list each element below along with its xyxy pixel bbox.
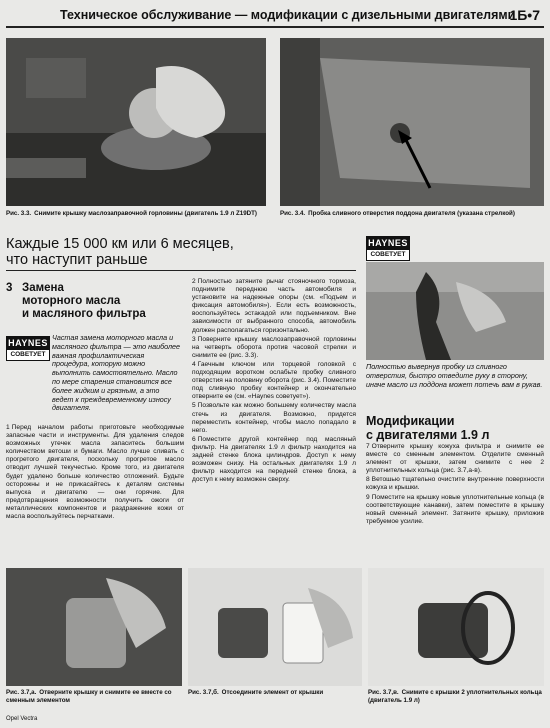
photo-fig-3-7a (6, 568, 182, 686)
paragraph-9: 9 Поместите на крышку новые уплотнительные кольца (в соответствующие канавки), затем поместите в крышку новый сменный элемент. Затяните крышку, приложив требуемое усилие. (366, 493, 544, 525)
paragraph-7: 7 Отверните крышку кожуха фильтра и снимите ее вместе со сменным элементом. Отделите сменный элемент от крышки, затем снимите с нее 2 уплотнительных кольца (рис. 3.7,а-в). (366, 443, 544, 475)
paragraph-3: 3 Поверните крышку маслозаправочной горловины на четверть оборота против часовой стрелки и снимите ее (рис. 3.3). (192, 335, 356, 359)
caption-fig-3-3: Рис. 3.3. Снимите крышку маслозаправочной горловины (двигатель 1.9 л Z19DT) (6, 210, 257, 217)
interval-heading: Каждые 15 000 км или 6 месяцев, что наступит раньше (6, 236, 356, 271)
section-3-heading: 3 Замена моторного масла и масляного фильтра (6, 282, 146, 320)
paragraph-5: 5 Позвольте как можно большему количеству масла стечь из двигателя. Возможно, придется переместить контейнер, чтобы масло попадало в него. (192, 402, 356, 434)
haynes-tip-text-2: Полностью вывернув пробку из сливного отверстия, быстро отведите руку в сторону, иначе масло из поддона может потечь вам в рукав. (366, 362, 543, 389)
haynes-badge-2: HAYNES СОВЕТУЕТ (366, 236, 410, 261)
caption-fig-3-7c: Рис. 3.7,в. Снимите с крышки 2 уплотнительных кольца (двигатель 1.9 л) (368, 689, 542, 704)
photo-fig-3-7b (188, 568, 362, 686)
caption-fig-3-7b: Рис. 3.7,б. Отсоедините элемент от крышки (188, 689, 324, 696)
filter-cap-photo-a (6, 568, 182, 686)
paragraph-8: 8 Ветошью тщательно очистите внутренние поверхности кожуха и крышки. (366, 476, 544, 492)
photo-drain-plug-hand (366, 262, 544, 360)
page-header (6, 4, 544, 28)
text-column-1 (6, 424, 184, 522)
paragraph-4: 4 Гаечным ключом или торцевой головкой с подходящим воротком ослабьте пробку сливного отверстия на половину оборота (рис. 3.4). Поместите под сливную пробку контейнер и окончательно отверните ее (см. «Haynes советует»). (192, 360, 356, 401)
engine-photo-image (6, 38, 266, 206)
text-column-3 (366, 443, 544, 527)
haynes-tip-text-1: Частая замена моторного масла и масляного фильтра — это наиболее важная профилактическая процедура, которую можно выполнить самостоятельно. Масло по мере старения становится все более жидким и грязным, а это ведет к преждевременному износу двигателя. (52, 333, 181, 413)
seal-rings-photo-c (368, 568, 544, 686)
paragraph-6: 6 Поместите другой контейнер под масляный фильтр. На двигателях 1.9 л фильтр находится на задней стенке блока цилиндров. Доступ к нему возможен снизу. На остальных двигателях 1.9 л фильтр находится на передней стенке блока, а доступ к нему возможен сверху. (192, 435, 356, 484)
oil-pan-photo-image (280, 38, 544, 206)
haynes-badge-1: HAYNES СОВЕТУЕТ (6, 336, 50, 361)
paragraph-2: 2 Полностью затяните рычаг стояночного тормоза, поднимите переднюю часть автомобиля и установите на надежные опоры (см. «Подъем и фиксация автомобиля»). Если есть возможность, воспользуйтесь эстакадой или подъемником. Вне зависимости от выбранного способа, автомобиль должен располагаться горизонтально. (192, 278, 356, 334)
page-number: 1Б•7 (509, 7, 540, 23)
header-title: Техническое обслуживание — модификации с дизельными двигателями (60, 8, 516, 22)
photo-oil-filler-cap (6, 38, 266, 206)
photo-fig-3-7c (368, 568, 544, 686)
paragraph-1: 1 Перед началом работы приготовьте необходимые запасные части и инструменты. Для удаления следов возможных утечек масла запаситесь большим количеством ветоши и бумаги. Масло лучше сливать с прогретого двигателя, поскольку прогретое масло отводит лучшей текучестью. Кроме того, из двигателя будет удалено больше количество отложений. Будьте осторожны и не прикасайтесь к деталям системы выпуска и двигателю — они горячие. Для предотвращения возможности получить ожоги от металлических компонентов и раздражение кожи от масла воспользуйтесь перчатками. (6, 424, 184, 521)
filter-element-photo-b (188, 568, 362, 686)
text-column-2 (192, 278, 356, 485)
modifications-heading: Модификации с двигателями 1.9 л (366, 414, 490, 442)
caption-fig-3-7a: Рис. 3.7,а. Отверните крышку и снимите ее вместе со сменным элементом (6, 689, 172, 704)
photo-drain-plug (280, 38, 544, 206)
hand-photo-image (366, 262, 544, 360)
caption-fig-3-4: Рис. 3.4. Пробка сливного отверстия поддона двигателя (указана стрелкой) (280, 210, 515, 217)
page-footer: Opel Vectra (6, 716, 38, 722)
